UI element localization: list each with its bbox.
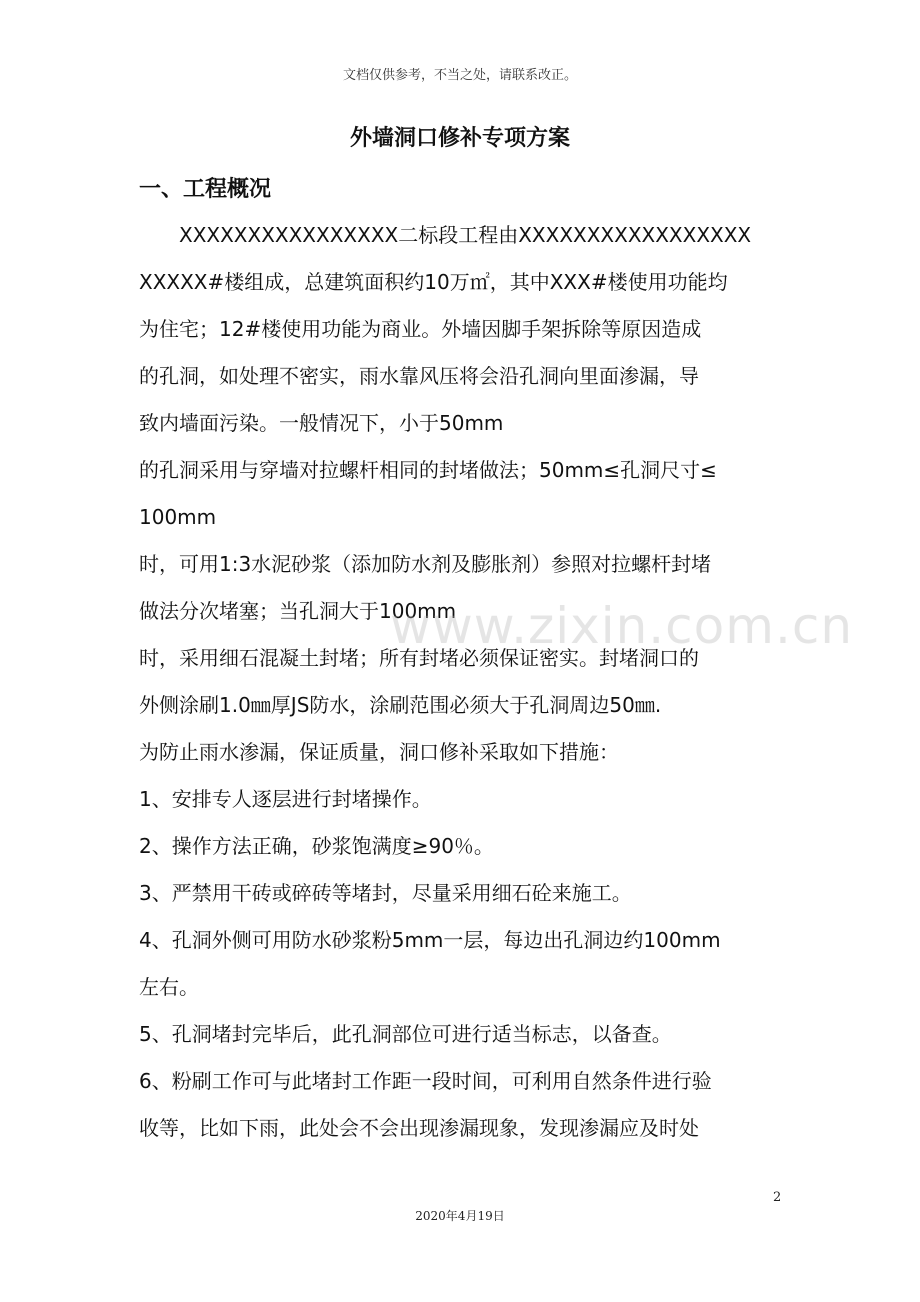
body-line: XXXXX#楼组成，总建筑面积约10万㎡，其中XXX#楼使用功能均	[139, 270, 728, 294]
section-heading: 一、工程概况	[139, 177, 272, 202]
list-item-continuation: 左右。	[139, 975, 199, 999]
footer-date: 2020年4月19日	[415, 1209, 505, 1223]
body-line: 的孔洞采用与穿墙对拉螺杆相同的封堵做法；50mm≤孔洞尺寸≤	[139, 458, 717, 482]
list-item: 4、孔洞外侧可用防水砂浆粉5mm一层，每边出孔洞边约100mm	[139, 928, 721, 952]
body-line: 的孔洞，如处理不密实，雨水靠风压将会沿孔洞向里面渗漏，导	[139, 364, 699, 388]
body-line: XXXXXXXXXXXXXXXX二标段工程由XXXXXXXXXXXXXXXXX	[139, 223, 752, 247]
body-line: 做法分次堵塞；当孔洞大于100mm	[139, 599, 457, 623]
document-title: 外墙洞口修补专项方案	[349, 126, 570, 151]
list-item: 6、粉刷工作可与此堵封工作距一段时间，可利用自然条件进行验	[139, 1069, 712, 1093]
page-number: 2	[773, 1190, 782, 1205]
header-disclaimer: 文档仅供参考，不当之处，请联系改正。	[342, 68, 577, 83]
list-item: 2、操作方法正确，砂浆饱满度≥90％。	[139, 834, 494, 858]
watermark: www.zixin.com.cn	[390, 597, 854, 655]
body-line: 为住宅；12#楼使用功能为商业。外墙因脚手架拆除等原因造成	[139, 317, 702, 341]
list-item: 3、严禁用干砖或碎砖等堵封，尽量采用细石砼来施工。	[139, 881, 632, 905]
body-line: 时，采用细石混凝土封堵；所有封堵必须保证密实。封堵洞口的	[139, 646, 699, 670]
list-item: 1、安排专人逐层进行封堵操作。	[139, 787, 432, 811]
body-line: 时，可用1:3水泥砂浆（添加防水剂及膨胀剂）参照对拉螺杆封堵	[139, 552, 712, 576]
body-line: 为防止雨水渗漏，保证质量，洞口修补采取如下措施：	[139, 740, 619, 764]
body-line: 外侧涂刷1.0㎜厚JS防水，涂刷范围必须大于孔洞周边50㎜.	[139, 693, 662, 717]
list-item-continuation: 收等，比如下雨，此处会不会出现渗漏现象，发现渗漏应及时处	[139, 1116, 699, 1140]
body-line: 致内墙面污染。一般情况下，小于50mm	[139, 411, 504, 435]
list-item: 5、孔洞堵封完毕后，此孔洞部位可进行适当标志，以备查。	[139, 1022, 672, 1046]
body-line: 100mm	[139, 505, 217, 529]
